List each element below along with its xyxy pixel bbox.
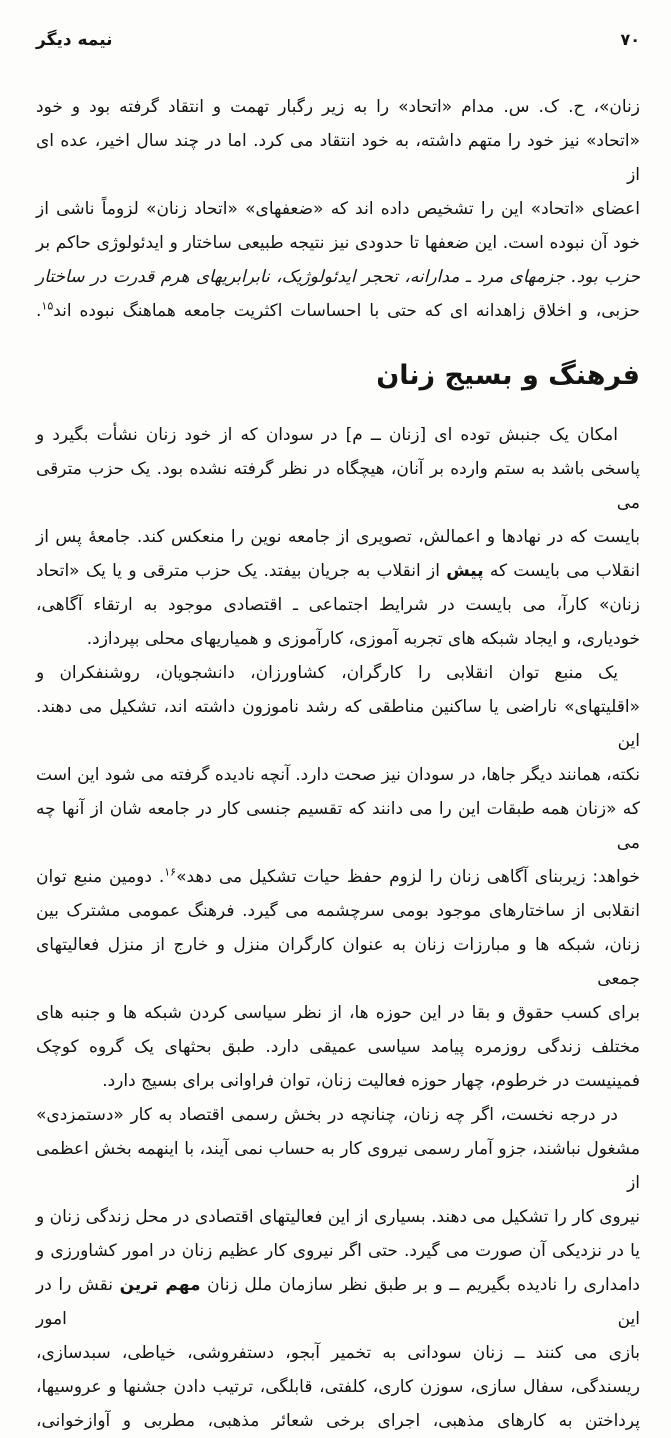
paragraph bbox=[36, 90, 640, 328]
page-header bbox=[36, 30, 640, 60]
text-line bbox=[36, 1064, 640, 1098]
text-line bbox=[36, 520, 640, 554]
text-line bbox=[36, 90, 640, 124]
text-segment: اعضای «اتحاد» این را تشخیص داده اند که «ضعفهای» «اتحاد زنان» لزوماً ناشی از bbox=[36, 199, 640, 219]
text-segment: مشغول نباشند، جزو آمار رسمی نیروی کار به حساب نمی آیند، با اینهمه بخش اعظمی از bbox=[36, 1139, 640, 1193]
text-segment: نیروی کار را تشکیل می دهند. بسیاری از این فعالیتهای اقتصادی در محل زندگی زنان و bbox=[36, 1207, 640, 1227]
text-segment: . bbox=[36, 301, 42, 321]
text-segment: حزب بود. جزمهای مرد ـ مدارانه، تحجر ایدئولوژیک، نابرابریهای هرم قدرت در ساختار bbox=[36, 267, 640, 287]
text-segment: «اتحاد» نیز خود را متهم داشته، به خود انتقاد می کرد. اما در چند سال اخیر، عده ای از bbox=[36, 131, 640, 185]
text-line bbox=[36, 690, 640, 758]
journal-title: نيمه ديگر bbox=[36, 30, 113, 50]
text-segment: نکته، همانند دیگر جاها، در سودان نیز صحت دارد. آنچه نادیده گرفته می شود این است bbox=[36, 765, 640, 785]
text-line bbox=[36, 1200, 640, 1234]
text-segment: مختلف زندگی روزمره پیامد سیاسی عمیقی دارد. طبق بحثهای یک گروه کوچک bbox=[36, 1037, 640, 1057]
text-segment: انقلابی از ساختارهای موجود بومی سرچشمه می گیرد. فرهنگ عمومی مشترک بین bbox=[36, 901, 640, 921]
text-line bbox=[36, 1370, 640, 1404]
text-segment: در درجه نخست، اگر چه زنان، چنانچه در بخش رسمی اقتصاد به کار «دستمزدی» bbox=[36, 1105, 618, 1125]
text-segment: پرداختن به کارهای مذهبی، اجرای برخی شعائر مذهبی، مطربی و آوازخوانی، bbox=[36, 1411, 640, 1431]
text-segment: امکان یک جنبش توده ای [زنان ــ م] در سودان که از خود زنان نشأت بگیرد و bbox=[36, 425, 618, 445]
paragraph bbox=[36, 418, 640, 656]
text-line bbox=[36, 452, 640, 520]
text-line bbox=[36, 996, 640, 1030]
text-line bbox=[36, 1404, 640, 1438]
text-line bbox=[36, 588, 640, 622]
text-segment: یا در نزدیکی آن صورت می گیرد. حتی اگر نیروی کار عظیم زنان در امور کشاورزی و bbox=[36, 1241, 640, 1261]
text-line bbox=[36, 656, 640, 690]
text-segment: که «زنان همه طبقات این را می دانند که تقسیم جنسی کار در جامعه شان از آنها چه می bbox=[36, 799, 640, 853]
text-line bbox=[36, 1030, 640, 1064]
text-segment: «اقلیتهای» ناراضی یا ساکنین مناطقی که رشد ناموزون داشته اند، تشکیل می دهند. این bbox=[36, 697, 640, 751]
text-segment: از انقلاب به جریان بیفتد. یک حزب مترقی و یا یک «اتحاد bbox=[36, 561, 447, 581]
text-line bbox=[36, 792, 640, 860]
footnote-ref: ۱۵ bbox=[41, 299, 54, 313]
footnote-ref: ۱۶ bbox=[164, 865, 177, 879]
text-segment: برای کسب حقوق و بقا در این حوزه ها، از نظر سیاسی کردن شبکه ها و جنبه های bbox=[36, 1003, 640, 1023]
text-line bbox=[36, 294, 640, 328]
text-line bbox=[36, 226, 640, 260]
text-line bbox=[36, 1268, 640, 1336]
text-line bbox=[36, 1098, 640, 1132]
text-segment: نقش را در این امور bbox=[36, 1275, 640, 1329]
section-heading: فرهنگ و بسیج زنان bbox=[376, 360, 640, 391]
text-segment: دامداری را نادیده بگیریم ــ و بر طبق نظر سازمان ملل زنان bbox=[200, 1275, 641, 1295]
text-segment: فمینیست در خرطوم، چهار حوزه فعالیت زنان، توان فراوانی برای بسیج دارد. bbox=[102, 1071, 640, 1091]
text-line bbox=[36, 1234, 640, 1268]
text-segment: پاسخی باشد به ستم وارده بر آنان، هیچگاه در نظر گرفته نشده بود. یک حزب مترقی می bbox=[36, 459, 640, 513]
text-segment: زنان» کارآ، می بایست در شرایط اجتماعی ـ اقتصادی موجود به ارتقاء آگاهی، bbox=[36, 595, 640, 615]
text-segment: بایست که در نهادها و اعمالش، تصویری از جامعه نوین را منعکس کند. جامعهٔ پس از bbox=[36, 527, 640, 547]
text-segment: خود آن نبوده است. این ضعفها تا حدودی نیز نتیجه طبیعی ساختار و ایدئولوژی حاکم بر bbox=[36, 233, 640, 253]
text-segment: ریسندگی، سفال سازی، سوزن کاری، کلفتی، قابلگی، ترتیب دادن جشنها و عروسیها، bbox=[36, 1377, 640, 1397]
text-line bbox=[36, 860, 640, 894]
paragraph bbox=[36, 1098, 640, 1438]
text-segment: پیش bbox=[446, 561, 484, 581]
text-line bbox=[36, 1132, 640, 1200]
text-line bbox=[36, 928, 640, 996]
text-segment: زنان، شبکه ها و مبارزات زنان به عنوان کارگران منزل و خارج از منزل فعالیتهای جمعی bbox=[36, 935, 640, 989]
text-line bbox=[36, 192, 640, 226]
text-segment: خودیاری، و ایجاد شبکه های تجربه آموزی، کارآموزی و همیاریهای محلی بپردازد. bbox=[86, 629, 640, 649]
text-segment: مهم ترین bbox=[119, 1275, 201, 1295]
text-line bbox=[36, 622, 640, 656]
text-line bbox=[36, 124, 640, 192]
text-line bbox=[36, 894, 640, 928]
text-segment: انقلاب می بایست که bbox=[483, 561, 640, 581]
page-number: ۷۰ bbox=[620, 30, 640, 49]
text-line bbox=[36, 554, 640, 588]
text-segment: خواهد: زیربنای آگاهی زنان را لزوم حفظ حیات تشکیل می دهد» bbox=[176, 867, 640, 887]
text-line bbox=[36, 1336, 640, 1370]
text-segment: یک منبع توان انقلابی را کارگران، کشاورزان، دانشجویان، روشنفکران و bbox=[36, 663, 618, 683]
intro-paragraphs bbox=[36, 90, 640, 328]
text-line bbox=[36, 758, 640, 792]
article-body bbox=[36, 90, 640, 1438]
text-segment: . دومین منبع توان bbox=[36, 867, 165, 887]
text-segment: حزبی، و اخلاق زاهدانه ای که حتی با احساسات اکثریت جامعه هماهنگ نبوده اند bbox=[53, 301, 640, 321]
section-paragraphs bbox=[36, 418, 640, 1438]
text-line bbox=[36, 418, 640, 452]
text-line bbox=[36, 260, 640, 294]
text-segment: بازی می کنند ــ زنان سودانی به تخمیر آبجو، دستفروشی، خیاطی، سبدسازی، bbox=[36, 1343, 640, 1363]
paragraph bbox=[36, 656, 640, 1098]
text-segment: زنان»، ح. ک. س. مدام «اتحاد» را به زیر رگبار تهمت و انتقاد گرفته بود و خود bbox=[36, 97, 640, 117]
